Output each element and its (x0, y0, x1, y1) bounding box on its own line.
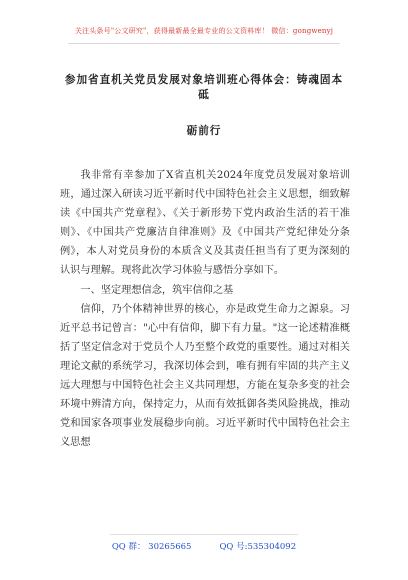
header-banner: 关注头条号"公文研究"，获得最新最全最专业的公文资料库！ 微信：gongwenyj (74, 27, 334, 35)
paragraph-intro: 我非常有幸参加了X省直机关2024年度党员发展对象培训班，通过深入研读习近平新时代中国特色社会主义思想，细致解读《中国共产党章程》、《关于新形势下党内政治生活的若干准则》、《中国共产党廉洁自律准则》及《中国共产党纪律处分条例》，本人对党员身份的本质含义及其责任担当有了更为深刻的认识与理解。现将此次学习体验与感悟分享如下。 (60, 170, 350, 277)
paragraph-faith: 信仰，乃个体精神世界的核心，亦是政党生命力之源泉。习近平总书记曾言："心中有信仰，脚下有力量。"这一论述精准概括了坚定信念对于党员个人乃至整个政党的重要性。通过对相关理论文献的系统学习，我深切体会到，唯有拥有牢固的共产主义远大理想与中国特色社会主义共同理想，方能在复杂多变的社会环境中辨清方向，保持定力，从而有效抵御各类风险挑战，推动党和国家各项事业发展稳步向前。习近平新时代中国特色社会主义思想 (60, 303, 350, 449)
section-heading: 一、坚定理想信念，筑牢信仰之基 (80, 284, 234, 296)
document-title-line1: 参加省直机关党员发展对象培训班心得体会：铸魂固本砥 (64, 74, 344, 101)
footer-qq-number: QQ 号:535304092 (219, 542, 297, 552)
footer-divider (110, 534, 298, 535)
footer (0, 540, 408, 552)
document-title-line2: 砺前行 (186, 125, 222, 137)
header-divider (68, 43, 340, 44)
document-body (60, 166, 350, 452)
footer-qq-group: QQ 群： 30265665 (111, 542, 192, 552)
